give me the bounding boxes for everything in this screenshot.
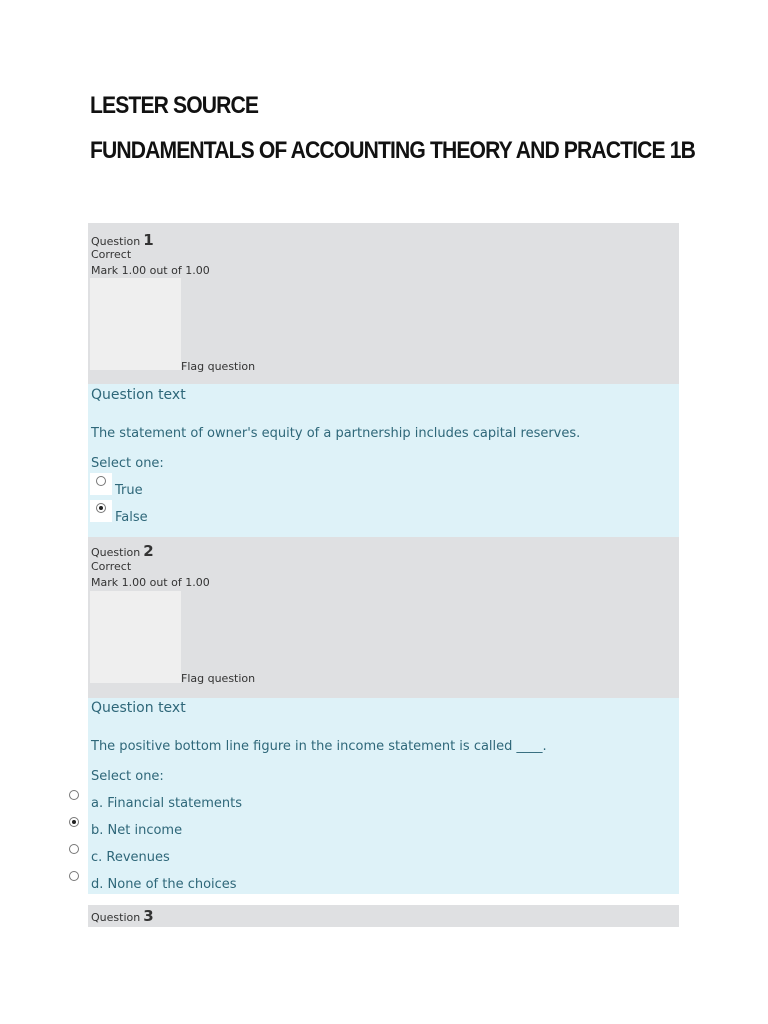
question-1-flag-label[interactable]: Flag question	[181, 360, 256, 373]
question-2-select-prompt: Select one:	[91, 769, 164, 784]
radio-icon[interactable]	[69, 871, 79, 881]
flag-icon[interactable]	[90, 591, 181, 683]
radio-icon[interactable]	[96, 476, 106, 486]
question-1-label: Question 1	[91, 231, 154, 249]
question-1-option-1-cell[interactable]	[90, 473, 112, 495]
question-2-mark: Mark 1.00 out of 1.00	[91, 576, 210, 589]
question-1-option-1-label[interactable]: True	[115, 483, 143, 498]
question-2-info-panel	[88, 537, 679, 698]
radio-icon[interactable]	[69, 790, 79, 800]
question-2-option-b-cell[interactable]	[63, 814, 85, 836]
question-1-mark: Mark 1.00 out of 1.00	[91, 264, 210, 277]
document-title-line-2: FUNDAMENTALS OF ACCOUNTING THEORY AND PRACTICE 1B	[90, 137, 695, 164]
question-1-number: 1	[143, 231, 154, 249]
question-1-option-2-cell[interactable]	[90, 500, 112, 522]
question-1-state: Correct	[91, 248, 132, 261]
question-2-option-a-label[interactable]: a. Financial statements	[91, 796, 242, 811]
question-2-text: The positive bottom line figure in the income statement is called ____.	[91, 739, 547, 754]
question-3-info-panel	[88, 905, 679, 927]
question-2-content-panel	[88, 698, 679, 894]
question-3-number: 3	[143, 907, 154, 925]
question-2-option-d-cell[interactable]	[63, 868, 85, 890]
question-2-state: Correct	[91, 560, 132, 573]
radio-checked-icon[interactable]	[96, 503, 106, 513]
radio-icon[interactable]	[69, 844, 79, 854]
question-2-option-c-cell[interactable]	[63, 841, 85, 863]
question-1-select-prompt: Select one:	[91, 456, 164, 471]
question-2-option-d-label[interactable]: d. None of the choices	[91, 877, 237, 892]
question-2-label: Question 2	[91, 542, 154, 560]
question-2-option-c-label[interactable]: c. Revenues	[91, 850, 170, 865]
question-2-number: 2	[143, 542, 154, 560]
question-1-text: The statement of owner's equity of a partnership includes capital reserves.	[91, 426, 581, 441]
question-3-label: Question 3	[91, 907, 154, 925]
question-2-flag-label[interactable]: Flag question	[181, 672, 256, 685]
question-1-option-2-label[interactable]: False	[115, 510, 148, 525]
flag-icon[interactable]	[90, 278, 181, 370]
question-2-option-b-label[interactable]: b. Net income	[91, 823, 183, 838]
question-1-info-panel	[88, 223, 679, 384]
question-1-content-panel	[88, 384, 679, 537]
document-title-line-1: LESTER SOURCE	[90, 92, 259, 119]
radio-checked-icon[interactable]	[69, 817, 79, 827]
question-2-option-a-cell[interactable]	[63, 787, 85, 809]
question-2-text-heading: Question text	[91, 700, 186, 716]
question-1-text-heading: Question text	[91, 387, 186, 403]
